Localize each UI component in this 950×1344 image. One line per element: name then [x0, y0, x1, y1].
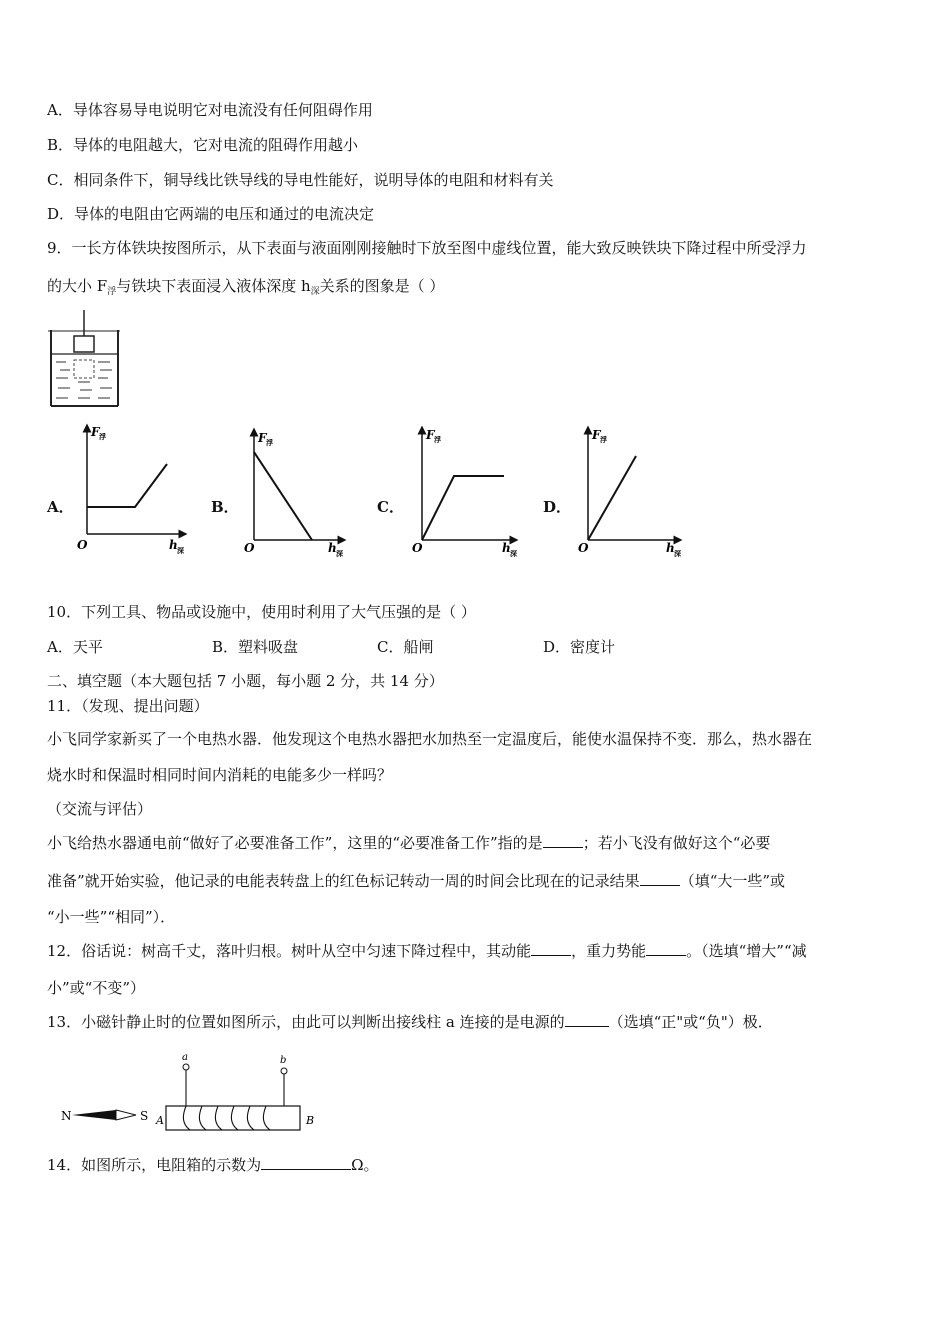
terminal-a-label: a	[182, 1052, 188, 1063]
axis-x-sub: 深	[177, 546, 184, 555]
graph-b	[242, 422, 357, 557]
terminal-b-label: b	[280, 1055, 287, 1066]
axis-y-label: F	[258, 431, 267, 445]
graph-label-c: C．	[377, 498, 404, 516]
graph-label-d: D．	[543, 498, 572, 516]
q11-head: 11．（发现、提出问题）	[47, 697, 209, 715]
curve-a	[87, 464, 167, 507]
needle-south-half	[116, 1110, 136, 1120]
origin-label: O	[412, 541, 423, 555]
graph-label-a: A．	[47, 498, 74, 516]
graph-c	[408, 422, 523, 557]
needle-s-label: S	[140, 1109, 149, 1123]
needle-n-label: N	[61, 1109, 72, 1123]
q11-para-2: 烧水时和保温时相同时间内消耗的电能多少一样吗？	[47, 766, 393, 784]
axis-y-label: F	[592, 428, 601, 442]
q10-option-d: D．密度计	[543, 638, 616, 656]
graph-a	[75, 422, 190, 557]
core-a-label: A	[156, 1114, 164, 1127]
q9-stem-line2: 的大小 $F_浮$与铁块下表面浸入液体深度 $h_深$关系的图象是（ ）	[47, 277, 445, 297]
core-b-label: B	[306, 1114, 315, 1127]
q12-line-2: 小”或“不变”）	[47, 979, 146, 997]
needle-north-half	[72, 1110, 116, 1120]
q12-blank-2[interactable]	[646, 941, 686, 956]
axis-y-label: F	[91, 425, 100, 439]
q14-stem: 14．如图所示，电阻箱的示数为 Ω。	[47, 1156, 379, 1174]
q10-stem: 10．下列工具、物品或设施中，使用时利用了大气压强的是（ ）	[47, 603, 476, 621]
q14-blank[interactable]	[261, 1155, 351, 1170]
q12-line-1: 12．俗话说：树高千丈，落叶归根。树叶从空中匀速下降过程中，其动能 ，重力势能 。（选填“增大”“减	[47, 942, 807, 960]
q11-para-5: “小一些”“相同”）．	[47, 908, 176, 926]
q11-para-3: 小飞给热水器通电前“做好了必要准备工作”，这里的“必要准备工作”指的是 ；若小飞没有做好这个“必要	[47, 834, 771, 852]
q8-option-a: A．导体容易导电说明它对电流没有任何阻碍作用	[47, 101, 373, 119]
q11-blank-2[interactable]	[640, 871, 680, 886]
origin-label: O	[578, 541, 589, 555]
q10-option-b: B．塑料吸盘	[212, 638, 299, 656]
axis-y-sub: 浮	[600, 435, 607, 444]
q8-option-d: D．导体的电阻由它两端的电压和通过的电流决定	[47, 205, 375, 223]
axis-x-label: h	[666, 541, 675, 555]
q11-para-4: 准备”就开始实验，他记录的电能表转盘上的红色标记转动一周的时间会比现在的记录结果 （填“大一些”或	[47, 872, 786, 890]
q8-option-c: C．相同条件下，铜导线比铁导线的导电性能好，说明导体的电阻和材料有关	[47, 171, 554, 189]
q11-para-1: 小飞同学家新买了一个电热水器．他发现这个电热水器把水加热至一定温度后，能使水温保持不变．那么，热水器在	[47, 730, 813, 748]
axis-x-sub: 深	[336, 549, 343, 557]
terminal-a	[183, 1064, 189, 1070]
axis-x-label: h	[502, 541, 511, 555]
beaker-figure	[48, 310, 128, 410]
q8-option-b: B．导体的电阻越大，它对电流的阻碍作用越小	[47, 136, 359, 154]
origin-label: O	[77, 538, 88, 552]
curve-b	[254, 452, 312, 540]
graph-label-b: B．	[211, 498, 239, 516]
q10-option-a: A．天平	[47, 638, 103, 656]
q13-blank[interactable]	[565, 1012, 609, 1027]
axis-y-sub: 浮	[266, 438, 273, 447]
q9-stem-line1: 9．一长方体铁块按图所示，从下表面与液面刚刚接触时下放至图中虚线位置，能大致反映铁块下降过程中所受浮力	[47, 239, 807, 257]
magnet-solenoid-figure	[58, 1050, 333, 1140]
terminal-b	[281, 1068, 287, 1074]
axis-x-sub: 深	[510, 549, 517, 557]
axis-y-label: F	[426, 428, 435, 442]
origin-label: O	[244, 541, 255, 555]
q11-blank-1[interactable]	[543, 833, 583, 848]
axis-y-sub: 浮	[434, 435, 441, 444]
q10-option-c: C．船闸	[377, 638, 434, 656]
section-2-heading: 二、填空题（本大题包括 7 小题，每小题 2 分，共 14 分）	[47, 672, 444, 690]
q11-head-2: （交流与评估）	[47, 800, 153, 818]
axis-x-sub: 深	[674, 549, 681, 557]
graph-d	[574, 422, 689, 557]
axis-x-label: h	[328, 541, 337, 555]
curve-d	[588, 456, 636, 540]
axis-y-sub: 浮	[99, 432, 106, 441]
axis-x-label: h	[169, 538, 178, 552]
q12-blank-1[interactable]	[531, 941, 571, 956]
curve-c	[422, 476, 504, 540]
q13-stem: 13．小磁针静止时的位置如图所示，由此可以判断出接线柱 a 连接的是电源的 （选填“正"或“负"）极．	[47, 1013, 773, 1031]
